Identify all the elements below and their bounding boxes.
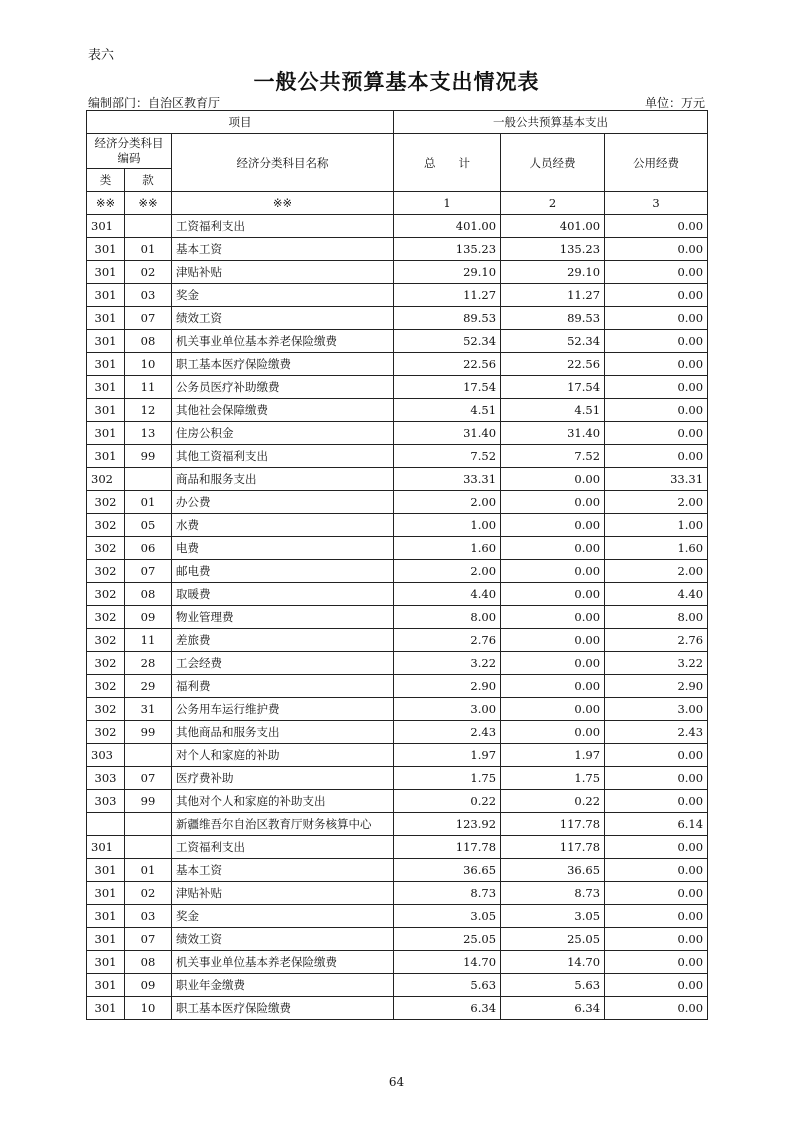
table-row: [87, 767, 708, 790]
total-cell: 2.00: [394, 491, 501, 514]
personnel-cell: 135.23: [501, 238, 605, 261]
category-name-cell: 其他对个人和家庭的补助支出: [172, 790, 394, 813]
personnel-cell: 401.00: [501, 215, 605, 238]
personnel-cell: 0.00: [501, 606, 605, 629]
category-code-cell: 301: [87, 905, 125, 928]
public-cell: 0.00: [605, 997, 708, 1020]
header-row-1: [87, 111, 708, 134]
mark-cell: ※※: [172, 192, 394, 215]
subcategory-code-cell: 07: [125, 928, 172, 951]
personnel-cell: 117.78: [501, 813, 605, 836]
public-cell: 0.00: [605, 445, 708, 468]
subcategory-code-cell: 08: [125, 951, 172, 974]
personnel-cell: 1.97: [501, 744, 605, 767]
table-row: [87, 721, 708, 744]
category-code-cell: 301: [87, 307, 125, 330]
category-name-cell: 职业年金缴费: [172, 974, 394, 997]
category-name-cell: 其他社会保障缴费: [172, 399, 394, 422]
subcategory-code-cell: [125, 744, 172, 767]
table-row: [87, 284, 708, 307]
public-cell: 6.14: [605, 813, 708, 836]
category-name-cell: 职工基本医疗保险缴费: [172, 997, 394, 1020]
subcategory-code-cell: 99: [125, 790, 172, 813]
category-code-cell: 301: [87, 353, 125, 376]
category-name-cell: 对个人和家庭的补助: [172, 744, 394, 767]
table-row: [87, 537, 708, 560]
table-row: [87, 238, 708, 261]
total-cell: 14.70: [394, 951, 501, 974]
category-code-cell: 301: [87, 882, 125, 905]
category-name-cell: 绩效工资: [172, 307, 394, 330]
public-cell: 0.00: [605, 215, 708, 238]
subcategory-code-cell: 02: [125, 261, 172, 284]
category-name-cell: 其他商品和服务支出: [172, 721, 394, 744]
category-name-cell: 新疆维吾尔自治区教育厅财务核算中心: [172, 813, 394, 836]
subcategory-code-cell: [125, 836, 172, 859]
public-cell: 2.90: [605, 675, 708, 698]
total-cell: 89.53: [394, 307, 501, 330]
total-cell: 25.05: [394, 928, 501, 951]
table-row: [87, 997, 708, 1020]
personnel-cell: 36.65: [501, 859, 605, 882]
total-cell: 3.00: [394, 698, 501, 721]
category-name-cell: 公务用车运行维护费: [172, 698, 394, 721]
subcategory-code-cell: 10: [125, 353, 172, 376]
category-name-cell: 物业管理费: [172, 606, 394, 629]
category-name-cell: 机关事业单位基本养老保险缴费: [172, 951, 394, 974]
public-cell: 1.00: [605, 514, 708, 537]
public-cell: 0.00: [605, 859, 708, 882]
personnel-cell: 0.22: [501, 790, 605, 813]
personnel-cell: 0.00: [501, 629, 605, 652]
header-code-group: 经济分类科目编码: [87, 134, 172, 169]
public-cell: 0.00: [605, 974, 708, 997]
personnel-cell: 0.00: [501, 583, 605, 606]
total-cell: 52.34: [394, 330, 501, 353]
category-name-cell: 差旅费: [172, 629, 394, 652]
mark-cell: 2: [501, 192, 605, 215]
public-cell: 3.22: [605, 652, 708, 675]
header-kuan: 款: [125, 169, 172, 192]
personnel-cell: 6.34: [501, 997, 605, 1020]
table-row: [87, 468, 708, 491]
subcategory-code-cell: 03: [125, 284, 172, 307]
mark-cell: 1: [394, 192, 501, 215]
table-row: [87, 882, 708, 905]
category-code-cell: 302: [87, 606, 125, 629]
total-cell: 6.34: [394, 997, 501, 1020]
personnel-cell: 17.54: [501, 376, 605, 399]
public-cell: 0.00: [605, 928, 708, 951]
subcategory-code-cell: [125, 813, 172, 836]
category-name-cell: 津贴补贴: [172, 261, 394, 284]
public-cell: 4.40: [605, 583, 708, 606]
subcategory-code-cell: 11: [125, 629, 172, 652]
header-item: 项目: [87, 111, 394, 134]
category-code-cell: 301: [87, 859, 125, 882]
total-cell: 4.51: [394, 399, 501, 422]
table-row: [87, 491, 708, 514]
public-cell: 0.00: [605, 422, 708, 445]
total-cell: 17.54: [394, 376, 501, 399]
table-row: [87, 652, 708, 675]
subcategory-code-cell: 99: [125, 445, 172, 468]
category-code-cell: 303: [87, 767, 125, 790]
total-cell: 4.40: [394, 583, 501, 606]
public-cell: 33.31: [605, 468, 708, 491]
category-code-cell: 301: [87, 376, 125, 399]
total-cell: 31.40: [394, 422, 501, 445]
category-code-cell: 301: [87, 445, 125, 468]
table-row: [87, 261, 708, 284]
category-name-cell: 工会经费: [172, 652, 394, 675]
personnel-cell: 14.70: [501, 951, 605, 974]
total-cell: 5.63: [394, 974, 501, 997]
subcategory-code-cell: 02: [125, 882, 172, 905]
category-name-cell: 电费: [172, 537, 394, 560]
category-name-cell: 职工基本医疗保险缴费: [172, 353, 394, 376]
subcategory-code-cell: 11: [125, 376, 172, 399]
public-cell: 0.00: [605, 261, 708, 284]
mark-cell: ※※: [87, 192, 125, 215]
category-code-cell: [87, 813, 125, 836]
personnel-cell: 0.00: [501, 560, 605, 583]
personnel-cell: 3.05: [501, 905, 605, 928]
subcategory-code-cell: 29: [125, 675, 172, 698]
subcategory-code-cell: 13: [125, 422, 172, 445]
category-code-cell: 301: [87, 974, 125, 997]
personnel-cell: 1.75: [501, 767, 605, 790]
public-cell: 0.00: [605, 905, 708, 928]
category-name-cell: 办公费: [172, 491, 394, 514]
public-cell: 1.60: [605, 537, 708, 560]
table-row: [87, 744, 708, 767]
table-row: [87, 629, 708, 652]
category-code-cell: 301: [87, 238, 125, 261]
header-basic-expenditure: 一般公共预算基本支出: [394, 111, 708, 134]
category-name-cell: 基本工资: [172, 859, 394, 882]
subcategory-code-cell: 05: [125, 514, 172, 537]
personnel-cell: 89.53: [501, 307, 605, 330]
category-name-cell: 津贴补贴: [172, 882, 394, 905]
category-name-cell: 奖金: [172, 284, 394, 307]
page-title: 一般公共预算基本支出情况表: [253, 70, 540, 94]
header-public: 公用经费: [605, 134, 708, 192]
subcategory-code-cell: 03: [125, 905, 172, 928]
category-code-cell: 302: [87, 652, 125, 675]
subcategory-code-cell: 08: [125, 330, 172, 353]
table-row: [87, 859, 708, 882]
total-cell: 7.52: [394, 445, 501, 468]
category-name-cell: 取暖费: [172, 583, 394, 606]
category-code-cell: 302: [87, 491, 125, 514]
personnel-cell: 7.52: [501, 445, 605, 468]
category-name-cell: 商品和服务支出: [172, 468, 394, 491]
header-marks-row: [87, 192, 708, 215]
public-cell: 0.00: [605, 353, 708, 376]
subcategory-code-cell: 10: [125, 997, 172, 1020]
total-cell: 123.92: [394, 813, 501, 836]
subcategory-code-cell: 08: [125, 583, 172, 606]
category-code-cell: 303: [87, 790, 125, 813]
subcategory-code-cell: 09: [125, 974, 172, 997]
total-cell: 22.56: [394, 353, 501, 376]
category-name-cell: 医疗费补助: [172, 767, 394, 790]
category-code-cell: 303: [87, 744, 125, 767]
public-cell: 2.00: [605, 491, 708, 514]
subcategory-code-cell: 12: [125, 399, 172, 422]
category-name-cell: 工资福利支出: [172, 836, 394, 859]
category-code-cell: 302: [87, 583, 125, 606]
public-cell: 3.00: [605, 698, 708, 721]
category-code-cell: 301: [87, 284, 125, 307]
table-row: [87, 560, 708, 583]
total-cell: 2.43: [394, 721, 501, 744]
table-row: [87, 951, 708, 974]
total-cell: 1.75: [394, 767, 501, 790]
personnel-cell: 8.73: [501, 882, 605, 905]
subcategory-code-cell: 07: [125, 307, 172, 330]
category-code-cell: 301: [87, 951, 125, 974]
category-name-cell: 其他工资福利支出: [172, 445, 394, 468]
total-cell: 2.00: [394, 560, 501, 583]
table-row: [87, 422, 708, 445]
total-cell: 33.31: [394, 468, 501, 491]
category-code-cell: 301: [87, 997, 125, 1020]
total-cell: 1.97: [394, 744, 501, 767]
category-code-cell: 302: [87, 629, 125, 652]
subcategory-code-cell: 28: [125, 652, 172, 675]
public-cell: 2.76: [605, 629, 708, 652]
category-code-cell: 301: [87, 928, 125, 951]
public-cell: 0.00: [605, 376, 708, 399]
total-cell: 135.23: [394, 238, 501, 261]
header-personnel: 人员经费: [501, 134, 605, 192]
table-row: [87, 583, 708, 606]
table-row: [87, 353, 708, 376]
category-name-cell: 公务员医疗补助缴费: [172, 376, 394, 399]
total-cell: 36.65: [394, 859, 501, 882]
total-cell: 1.00: [394, 514, 501, 537]
header-row-2: [87, 134, 708, 169]
personnel-cell: 5.63: [501, 974, 605, 997]
category-code-cell: 301: [87, 330, 125, 353]
category-name-cell: 邮电费: [172, 560, 394, 583]
personnel-cell: 0.00: [501, 491, 605, 514]
personnel-cell: 4.51: [501, 399, 605, 422]
public-cell: 0.00: [605, 951, 708, 974]
subcategory-code-cell: 06: [125, 537, 172, 560]
subcategory-code-cell: 01: [125, 238, 172, 261]
public-cell: 0.00: [605, 790, 708, 813]
total-cell: 2.90: [394, 675, 501, 698]
table-row: [87, 514, 708, 537]
total-cell: 8.00: [394, 606, 501, 629]
table-row: [87, 675, 708, 698]
table-row: [87, 606, 708, 629]
personnel-cell: 29.10: [501, 261, 605, 284]
table-row: [87, 215, 708, 238]
currency-unit: 单位：万元: [644, 96, 705, 110]
total-cell: 0.22: [394, 790, 501, 813]
table-row: [87, 307, 708, 330]
subcategory-code-cell: 07: [125, 560, 172, 583]
total-cell: 2.76: [394, 629, 501, 652]
total-cell: 8.73: [394, 882, 501, 905]
total-cell: 3.22: [394, 652, 501, 675]
category-code-cell: 301: [87, 215, 125, 238]
category-name-cell: 工资福利支出: [172, 215, 394, 238]
category-code-cell: 302: [87, 675, 125, 698]
public-cell: 2.43: [605, 721, 708, 744]
mark-cell: 3: [605, 192, 708, 215]
public-cell: 0.00: [605, 284, 708, 307]
subcategory-code-cell: 07: [125, 767, 172, 790]
category-code-cell: 302: [87, 537, 125, 560]
public-cell: 0.00: [605, 882, 708, 905]
header-total: 总 计: [394, 134, 501, 192]
public-cell: 2.00: [605, 560, 708, 583]
category-code-cell: 302: [87, 514, 125, 537]
subcategory-code-cell: [125, 215, 172, 238]
category-code-cell: 302: [87, 721, 125, 744]
public-cell: 0.00: [605, 744, 708, 767]
subcategory-code-cell: 01: [125, 491, 172, 514]
table-row: [87, 399, 708, 422]
subcategory-code-cell: 09: [125, 606, 172, 629]
personnel-cell: 0.00: [501, 537, 605, 560]
category-name-cell: 机关事业单位基本养老保险缴费: [172, 330, 394, 353]
public-cell: 0.00: [605, 307, 708, 330]
category-code-cell: 301: [87, 422, 125, 445]
total-cell: 401.00: [394, 215, 501, 238]
category-code-cell: 301: [87, 836, 125, 859]
table-number-label: 表六: [88, 48, 115, 63]
table-row: [87, 330, 708, 353]
table-row: [87, 790, 708, 813]
total-cell: 3.05: [394, 905, 501, 928]
public-cell: 0.00: [605, 767, 708, 790]
personnel-cell: 22.56: [501, 353, 605, 376]
table-row: [87, 974, 708, 997]
personnel-cell: 0.00: [501, 514, 605, 537]
personnel-cell: 0.00: [501, 468, 605, 491]
personnel-cell: 0.00: [501, 698, 605, 721]
personnel-cell: 25.05: [501, 928, 605, 951]
table-row: [87, 928, 708, 951]
category-name-cell: 绩效工资: [172, 928, 394, 951]
table-row: [87, 376, 708, 399]
personnel-cell: 52.34: [501, 330, 605, 353]
category-code-cell: 302: [87, 698, 125, 721]
public-cell: 8.00: [605, 606, 708, 629]
category-code-cell: 301: [87, 399, 125, 422]
subcategory-code-cell: [125, 468, 172, 491]
table-row: [87, 698, 708, 721]
total-cell: 1.60: [394, 537, 501, 560]
subcategory-code-cell: 01: [125, 859, 172, 882]
total-cell: 117.78: [394, 836, 501, 859]
page-number: 64: [388, 1075, 405, 1089]
personnel-cell: 117.78: [501, 836, 605, 859]
subcategory-code-cell: 99: [125, 721, 172, 744]
public-cell: 0.00: [605, 330, 708, 353]
category-name-cell: 住房公积金: [172, 422, 394, 445]
category-code-cell: 301: [87, 261, 125, 284]
compiling-department: 编制部门：自治区教育厅: [88, 96, 221, 110]
category-code-cell: 302: [87, 468, 125, 491]
header-lei: 类: [87, 169, 125, 192]
public-cell: 0.00: [605, 836, 708, 859]
total-cell: 11.27: [394, 284, 501, 307]
total-cell: 29.10: [394, 261, 501, 284]
personnel-cell: 11.27: [501, 284, 605, 307]
header-category-name: 经济分类科目名称: [172, 134, 394, 192]
category-code-cell: 302: [87, 560, 125, 583]
category-name-cell: 水费: [172, 514, 394, 537]
public-cell: 0.00: [605, 399, 708, 422]
public-cell: 0.00: [605, 238, 708, 261]
category-name-cell: 基本工资: [172, 238, 394, 261]
personnel-cell: 0.00: [501, 652, 605, 675]
personnel-cell: 0.00: [501, 675, 605, 698]
subcategory-code-cell: 31: [125, 698, 172, 721]
budget-table: [86, 110, 708, 1020]
personnel-cell: 0.00: [501, 721, 605, 744]
category-name-cell: 福利费: [172, 675, 394, 698]
table-row: [87, 836, 708, 859]
table-row: [87, 813, 708, 836]
table-row: [87, 905, 708, 928]
table-row: [87, 445, 708, 468]
personnel-cell: 31.40: [501, 422, 605, 445]
mark-cell: ※※: [125, 192, 172, 215]
category-name-cell: 奖金: [172, 905, 394, 928]
